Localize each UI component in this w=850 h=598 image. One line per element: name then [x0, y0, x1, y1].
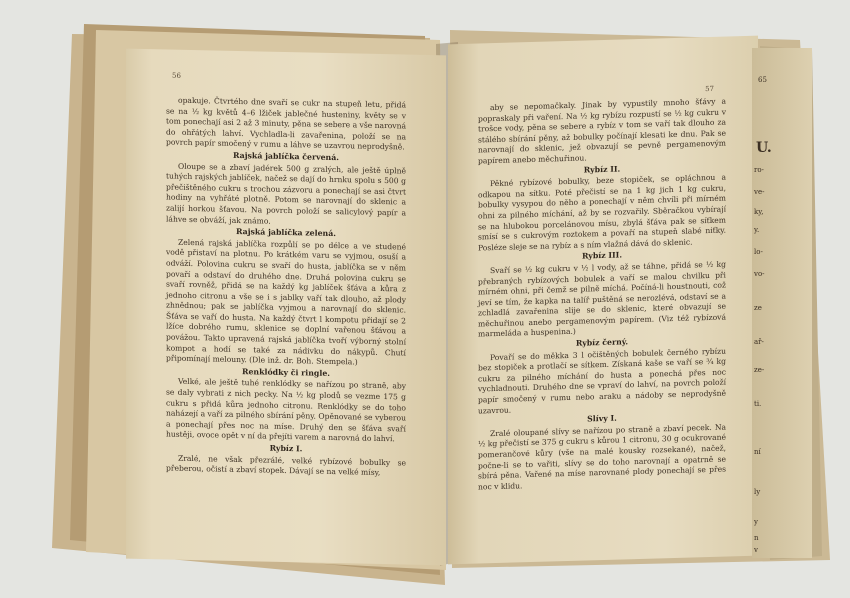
underlying-fragment: y. [754, 226, 760, 234]
underlying-fragment: v [754, 546, 758, 554]
right-paragraph: aby se nepomačkaly. Jinak by vypustily mnoho šťávy a popraskaly při vaření. Na ½ kg rybízu rozpustí se ½ kg cukru v trošce vody, pěna se sebere a rybíz v tom se vaří tak dlouho za stálého sbírání pěny, až bobulky počínají klesati ke dnu. Pak se narovnají do sklenic, jež obvazují se pevně pergamenovým papírem anebo měchuřinou. [478, 96, 726, 166]
underlying-page [752, 48, 812, 558]
right-page-number: 57 [705, 84, 714, 94]
right-heading: Rybíz II. [583, 164, 621, 175]
right-heading: Rybíz III. [581, 250, 623, 261]
left-heading: Renklódky či ringle. [241, 366, 331, 378]
right-paragraph: Pěkné rybízové bobulky, beze stopiček, se opláchnou a odkapou na sítku. Poté přečistí se na 1 kg jich 1 kg cukru, bobulky vysypou do něho a ponechají v něm chvíli při mírném ohni za pilného míchání, až by se rozvařily. Sběračkou vybírají se na hlubokou porcelánovou mísu, zbylá šťáva pak se síťkem smísí se s cukrovým roztokem a povaří na stupeň slabé niťky. Posléze sleje se na rybíz a s ním vlažná dává do sklenic. [478, 172, 726, 253]
underlying-fragment: ky, [754, 208, 764, 216]
right-paragraph: Povaří se do měkka 3 l očištěných bobulek černého rybízu bez stopiček a protlačí se sítkem. Získaná kaše se vaří se ¾ kg cukru za pilného míchání do husta a ponechá přes noc vychladnouti. Druhého dne se vpraví do lahví, na povrch položí papír smočený v rumu nebo araku a nádoby se neprodyšně uzavrou. [478, 346, 726, 416]
right-heading: Slívy I. [587, 413, 617, 424]
underlying-fragment: lo- [754, 248, 763, 256]
left-page [126, 49, 446, 566]
left-page-number: 56 [172, 71, 181, 80]
underlying-fragment: y [754, 518, 758, 526]
underlying-fragment: ze- [754, 366, 765, 374]
underlying-fragment: vo- [754, 270, 765, 278]
underlying-fragment: ti. [754, 400, 762, 408]
right-paragraph: Zralé oloupané slívy se nařízou po straně a zbaví pecek. Na ½ kg přečistí se 375 g cukru s kůrou 1 citronu, 30 g ocukrované pomerančové kůry (vše na malé kousky rozsekané), načež, počne-li se to vařiti, slívy se do toho narovnají a opatrně se sbírá pěna. Vařené na míse narovnané plody ponechají se přes noc v klidu. [478, 422, 726, 492]
left-heading: Rybíz I. [269, 443, 303, 454]
left-paragraph: Oloupe se a zbaví jadérek 500 g zralých, ale ještě úplně tuhých rajských jablíček, načež se dají do hrnku spolu s 500 g přečištěného cukru s trochou zázvoru a ponechají se asi čtvrt hodiny na vyhřáté plotně. Potom se narovnají do sklenic a zalijí horkou šťavou. Na povrch položí se salicylový papír a láhve se obváží, jak známo. [166, 161, 406, 226]
underlying-fragment: ly [754, 488, 761, 496]
left-heading: Rajská jablíčka zelená. [235, 227, 336, 239]
right-heading: Rybíz černý. [575, 337, 629, 348]
left-paragraph: Velké, ale ještě tuhé renklódky se nařízou po straně, aby se daly vybrati z nich pecky. Na ½ kg plodů se vezme 175 g cukru s přidá kůra jednoho citronu. Renklódky se do toho naházejí a vaří za pilného sbírání pěny. Opěnované se vyberou a ponechají přes noc na míse. Druhý den se šťáva svaří hustěji, ovoce opět v ní da přejíti varem a narovná do lahví. [166, 377, 406, 444]
left-paragraph: Zralé, ne však přezrálé, velké rybízové bobulky se přeberou, očistí a zbaví stopek. Dávají se na velké mísy, [166, 453, 406, 478]
underlying-fragment: ní [754, 448, 761, 456]
underlying-fragment: n [754, 534, 759, 542]
left-page-text [166, 95, 406, 479]
underlying-page-number: 65 [758, 76, 767, 84]
left-heading: Rajská jablíčka červená. [233, 150, 339, 163]
right-page-text [478, 97, 726, 493]
left-paragraph: opakuje. Čtvrtého dne svaří se cukr na stupeň letu, přidá se na ½ kg květů 4–6 lžiček jablečné husteniny, květy se v tom ponechají asi 2 až 3 minuty, pěna se sebere a vše narovná do ohřátých lahví. Vychladla-li zavařenina, položí se na povrch papír smočený v rumu a láhve se uzavrou neprodyšně. [166, 95, 406, 152]
left-paragraph: Zelená rajská jablíčka rozpůlí se po délce a ve studené vodě přistaví na plotnu. Po krátkém varu se vyjmou, osuší a odváží. Polovina cukru se svaří do husta, jablíčka se v něm povaří a odstaví do druhého dne. Druhá polovina cukru se svaří rovněž, přidá se na každý kg jablíček šťáva a kůra z jednoho citronu a vše se i s jablky vaří tak dlouho, až plody zhnědnou; pak se jablíčka vyjmou a narovnají do sklenic. Šťáva se vaří do husta. Na každý čtvrt l kompotu přidají se 2 lžíce dobrého rumu, sklenice se doplní vařenou šťávou a povážou. Takto upravená rajská jablíčka tvoří výborný stolní kompot a hodí se také za nádivku do nákypů. Chutí připomínají melouny. (Dle inž. dr. Boh. Stempela.) [166, 237, 406, 367]
underlying-fragment: ve- [754, 188, 765, 196]
underlying-fragment: ro- [754, 166, 764, 174]
underlying-fragment: ař- [754, 338, 764, 346]
underlying-heading-letter: U. [756, 140, 772, 156]
underlying-fragment: ze [754, 304, 762, 312]
right-paragraph: Svaří se ½ kg cukru v ½ l vody, až se táhne, přidá se ½ kg přebraných rybízových bobulek a vaří se malou chvilku při mírném ohni, při čemž se pilně míchá. Počíná-li houstnouti, což jeví se tím, že kapka na talíř puštěná se nerozlévá, odstaví se a zchladlá zavařenina slije se do sklenic, které obvazují se měchuřinou anebo pergamenovým papírem. (Viz též rybízová marmeláda a huspenina.) [478, 259, 726, 339]
